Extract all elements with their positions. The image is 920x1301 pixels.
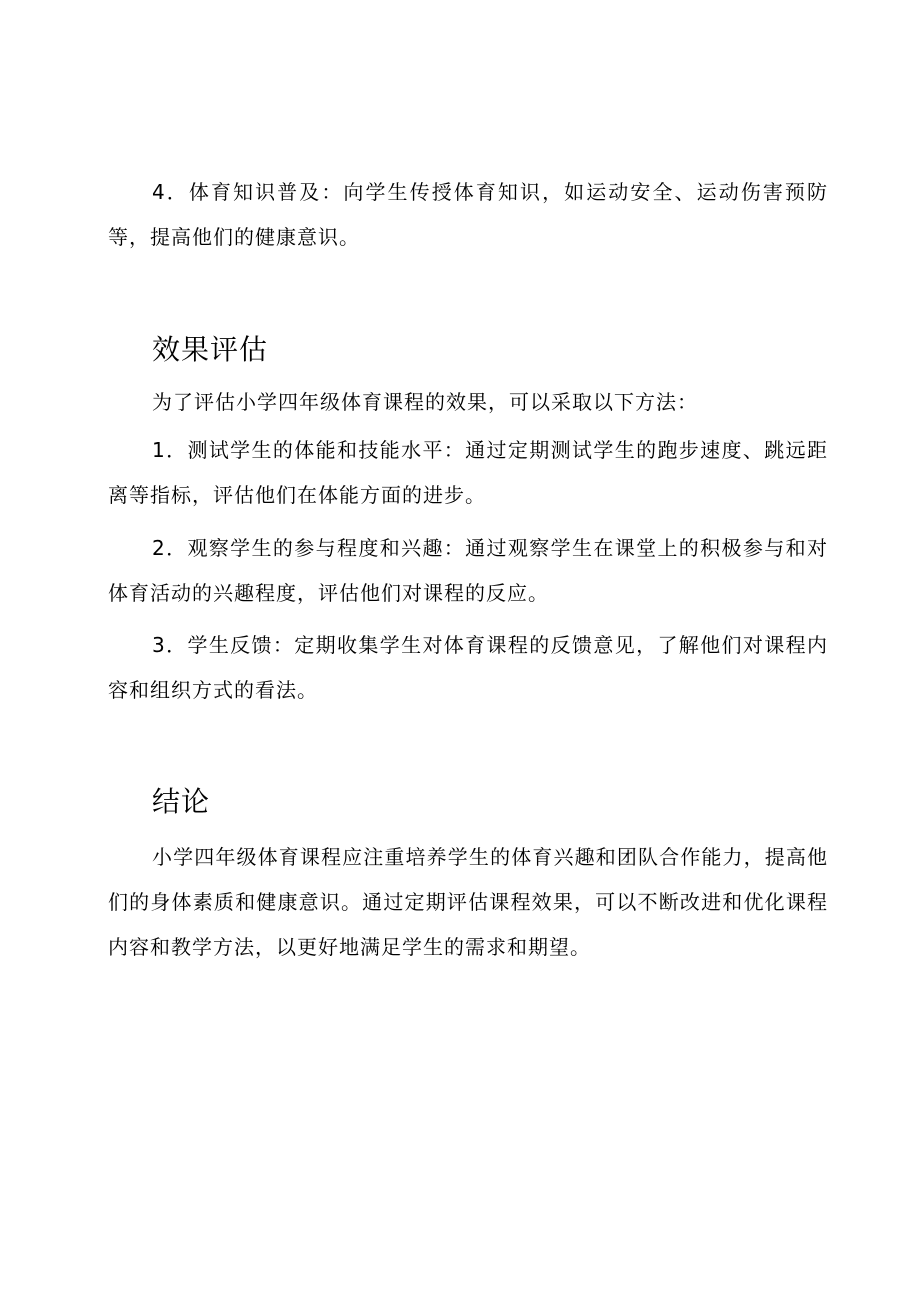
section-heading-conclusion: 结论 xyxy=(152,785,211,818)
list-item-student-feedback: 3．学生反馈：定期收集学生对体育课程的反馈意见，了解他们对课程内容和组织方式的看法。 xyxy=(108,633,828,702)
list-item-participation-observation: 2．观察学生的参与程度和兴趣：通过观察学生在课堂上的积极参与和对体育活动的兴趣程度，评估他们对课程的反应。 xyxy=(108,536,828,605)
section-heading-effect-evaluation: 效果评估 xyxy=(152,333,269,366)
list-item-fitness-test: 1．测试学生的体能和技能水平：通过定期测试学生的跑步速度、跳远距离等指标，评估他们在体能方面的进步。 xyxy=(108,438,828,507)
paragraph-conclusion: 小学四年级体育课程应注重培养学生的体育兴趣和团队合作能力，提高他们的身体素质和健康意识。通过定期评估课程效果，可以不断改进和优化课程内容和教学方法，以更好地满足学生的需求和期望。 xyxy=(108,845,828,959)
list-item-knowledge-popularization: 4．体育知识普及：向学生传授体育知识，如运动安全、运动伤害预防等，提高他们的健康意识。 xyxy=(108,180,828,249)
paragraph-evaluation-intro: 为了评估小学四年级体育课程的效果，可以采取以下方法： xyxy=(152,390,698,414)
